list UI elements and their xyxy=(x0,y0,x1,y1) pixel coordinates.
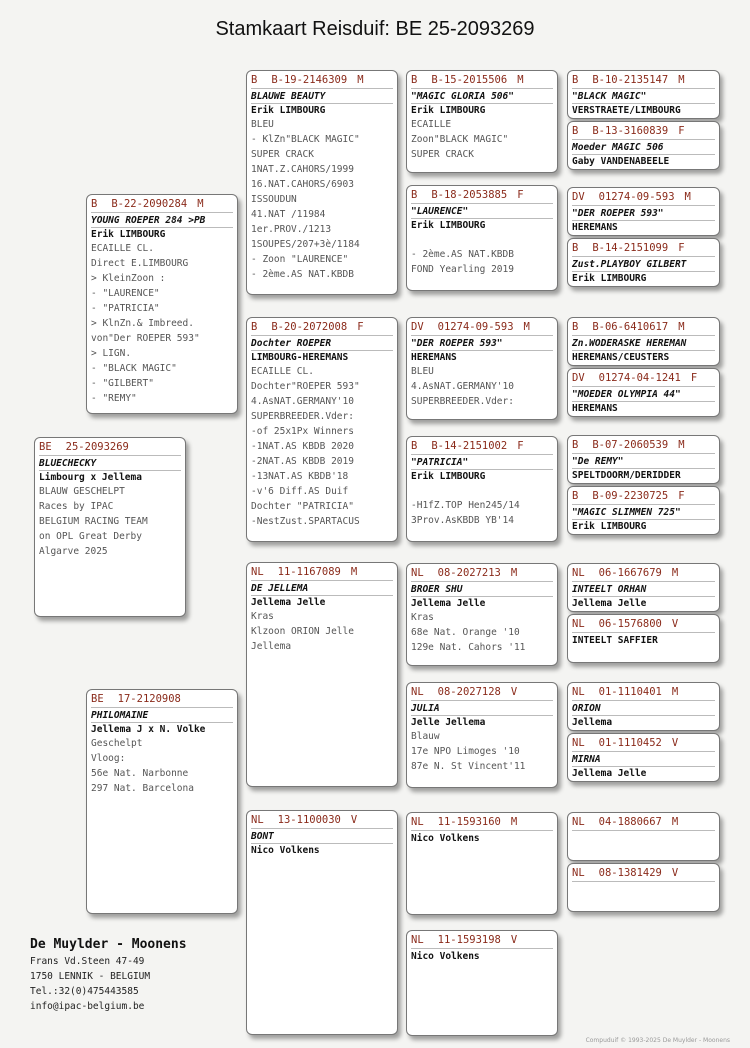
country-code: DV xyxy=(411,321,424,333)
sex-marker: V xyxy=(671,737,679,749)
owner-address-city: 1750 LENNIK - BELGIUM xyxy=(30,971,151,982)
ring-number: 06-1576800 xyxy=(598,618,662,630)
card-header xyxy=(572,73,715,89)
pigeon-card-g13 xyxy=(567,812,720,861)
breeder-name: Erik LIMBOURG xyxy=(91,229,166,240)
pigeon-card-g6 xyxy=(567,368,720,417)
sex-marker: M xyxy=(671,567,679,579)
ring-number: 01-1110401 xyxy=(598,686,662,698)
country-code: NL xyxy=(411,686,424,698)
pigeon-card-g10 xyxy=(567,614,720,663)
pedigree-note: Vloog: xyxy=(91,753,126,764)
pigeon-card-g3 xyxy=(567,187,720,236)
pedigree-note: Dochter "PATRICIA" xyxy=(251,501,354,512)
card-header xyxy=(251,813,393,829)
sex-marker: F xyxy=(678,490,685,502)
ring-number: 13-1100030 xyxy=(277,814,341,826)
ring-number: 04-1880667 xyxy=(598,816,662,828)
sex-marker: V xyxy=(510,934,518,946)
pedigree-note: - "PATRICIA" xyxy=(91,303,160,314)
pigeon-card-ffm xyxy=(406,185,558,291)
breeder-name: Jellema Jelle xyxy=(572,598,647,609)
ring-number: B-19-2146309 xyxy=(271,74,348,86)
pedigree-note: ISSOUDUN xyxy=(251,194,297,205)
pigeon-name: JULIA xyxy=(411,702,553,716)
pedigree-note: von"Der ROEPER 593" xyxy=(91,333,200,344)
pedigree-note: Geschelpt xyxy=(91,738,143,749)
sex-marker: M xyxy=(510,567,518,579)
card-header xyxy=(572,685,715,701)
sex-marker: V xyxy=(671,867,679,879)
country-code: NL xyxy=(251,566,264,578)
ring-number: B-15-2015506 xyxy=(431,74,508,86)
pedigree-note: BLEU xyxy=(411,366,434,377)
ring-number: B-06-6410617 xyxy=(592,321,669,333)
country-code: NL xyxy=(411,816,424,828)
pedigree-note: Algarve 2025 xyxy=(39,546,108,557)
card-header xyxy=(411,815,553,831)
pedigree-note: -13NAT.AS KBDB'18 xyxy=(251,471,349,482)
country-code: B xyxy=(251,321,258,333)
pigeon-card-g2 xyxy=(567,121,720,170)
pedigree-note: - 2ème.AS NAT.KBDB xyxy=(251,269,354,280)
pedigree-note: 1SOUPES/207+3è/1184 xyxy=(251,239,360,250)
card-header xyxy=(411,933,553,949)
country-code: BE xyxy=(91,693,104,705)
pigeon-card-g1 xyxy=(567,70,720,119)
sex-marker: M xyxy=(510,816,518,828)
pedigree-note: 68e Nat. Orange '10 xyxy=(411,627,520,638)
pedigree-note: Jellema xyxy=(251,641,292,652)
breeder-name: Jellema J x N. Volke xyxy=(91,724,206,735)
sex-marker: M xyxy=(684,191,691,203)
sex-marker: M xyxy=(197,198,204,210)
sex-marker: F xyxy=(357,321,364,333)
sex-marker: F xyxy=(690,372,698,384)
country-code: B xyxy=(572,125,579,137)
owner-name: De Muylder - Moonens xyxy=(30,937,187,952)
pedigree-note: 129e Nat. Cahors '11 xyxy=(411,642,526,653)
ring-number: B-14-2151002 xyxy=(431,440,508,452)
pedigree-note: 3Prov.AsKBDB YB'14 xyxy=(411,515,514,526)
card-header xyxy=(251,73,393,89)
breeder-name: Jellema Jelle xyxy=(411,598,486,609)
country-code: NL xyxy=(572,618,585,630)
card-header xyxy=(572,617,715,633)
breeder-name: Jellema xyxy=(572,717,613,728)
pigeon-name: PHILOMAINE xyxy=(91,709,233,723)
country-code: B xyxy=(572,321,579,333)
pedigree-note: BLEU xyxy=(251,119,274,130)
breeder-name: VERSTRAETE/LIMBOURG xyxy=(572,105,681,116)
pedigree-note: Blauw xyxy=(411,731,440,742)
pigeon-name: YOUNG ROEPER 284 >PB xyxy=(91,214,233,228)
pedigree-note: - 2ème.AS NAT.KBDB xyxy=(411,249,514,260)
pedigree-note: - Zoon "LAURENCE" xyxy=(251,254,349,265)
sex-marker: M xyxy=(671,686,679,698)
breeder-name: Erik LIMBOURG xyxy=(411,105,486,116)
pigeon-card-subject xyxy=(34,437,186,617)
pigeon-name: Moeder MAGIC 506 xyxy=(572,141,715,155)
pedigree-note: -v'6 Diff.AS Duif xyxy=(251,486,349,497)
pigeon-name: "LAURENCE" xyxy=(411,205,553,219)
ring-number: 01-1110452 xyxy=(598,737,662,749)
card-header xyxy=(572,489,715,505)
ring-number: 01274-09-593 xyxy=(598,191,675,203)
pigeon-card-mm xyxy=(246,810,398,1035)
pedigree-note: -H1fZ.TOP Hen245/14 xyxy=(411,500,520,511)
pedigree-note: Klzoon ORION Jelle xyxy=(251,626,354,637)
pedigree-note: - "REMY" xyxy=(91,393,137,404)
pigeon-card-g11 xyxy=(567,682,720,731)
card-header xyxy=(411,566,553,582)
card-header xyxy=(572,241,715,257)
pigeon-name: "DER ROEPER 593" xyxy=(572,207,715,221)
country-code: B xyxy=(572,242,579,254)
pigeon-card-g7 xyxy=(567,435,720,484)
sex-marker: M xyxy=(678,74,685,86)
ring-number: B-18-2053885 xyxy=(431,189,508,201)
ring-number: 08-2027213 xyxy=(437,567,501,579)
breeder-name: HEREMANS xyxy=(572,403,618,414)
sex-marker: F xyxy=(517,189,524,201)
pedigree-note xyxy=(411,232,553,247)
pedigree-note: Kras xyxy=(411,612,434,623)
sex-marker: M xyxy=(357,74,364,86)
pigeon-card-mmf xyxy=(406,812,558,915)
pedigree-note: 4.AsNAT.GERMANY'10 xyxy=(411,381,514,392)
pigeon-card-g4 xyxy=(567,238,720,287)
pigeon-name: "De REMY" xyxy=(572,455,715,469)
pigeon-card-g5 xyxy=(567,317,720,366)
breeder-name: Jellema Jelle xyxy=(251,597,326,608)
pigeon-name: Dochter ROEPER xyxy=(251,337,393,351)
card-header xyxy=(572,438,715,454)
pedigree-note: - "GILBERT" xyxy=(91,378,154,389)
country-code: NL xyxy=(572,867,585,879)
breeder-name: Nico Volkens xyxy=(411,833,480,844)
pigeon-name: BLUECHECKY xyxy=(39,457,181,471)
country-code: NL xyxy=(572,737,585,749)
pigeon-name: BROER SHU xyxy=(411,583,553,597)
pedigree-note: 41.NAT /11984 xyxy=(251,209,326,220)
card-header xyxy=(39,440,181,456)
pigeon-card-fmm xyxy=(406,436,558,542)
pedigree-note: Zoon"BLACK MAGIC" xyxy=(411,134,509,145)
ring-number: 08-2027128 xyxy=(437,686,501,698)
pedigree-note: -1NAT.AS KBDB 2020 xyxy=(251,441,354,452)
country-code: DV xyxy=(572,372,585,384)
pigeon-name: "MOEDER OLYMPIA 44" xyxy=(572,388,715,402)
pedigree-note: > KlnZn.& Imbreed. xyxy=(91,318,194,329)
pedigree-note: > KleinZoon : xyxy=(91,273,166,284)
pigeon-card-g8 xyxy=(567,486,720,535)
pedigree-note xyxy=(411,483,553,498)
pigeon-card-g9 xyxy=(567,563,720,612)
country-code: BE xyxy=(39,441,52,453)
pigeon-card-fm xyxy=(246,317,398,542)
pedigree-note: -2NAT.AS KBDB 2019 xyxy=(251,456,354,467)
card-header xyxy=(572,190,715,206)
pigeon-name: INTEELT ORHAN xyxy=(572,583,715,597)
owner-footer xyxy=(30,936,187,1014)
breeder-name: Erik LIMBOURG xyxy=(251,105,326,116)
ring-number: 11-1167089 xyxy=(277,566,341,578)
pigeon-name: "MAGIC GLORIA 506" xyxy=(411,90,553,104)
pigeon-card-mother xyxy=(86,689,238,914)
card-header xyxy=(572,124,715,140)
pedigree-note: Dochter"ROEPER 593" xyxy=(251,381,360,392)
sex-marker: M xyxy=(671,816,679,828)
pedigree-note: 1NAT.Z.CAHORS/1999 xyxy=(251,164,354,175)
breeder-name: Erik LIMBOURG xyxy=(572,521,647,532)
pedigree-note: - KlZn"BLACK MAGIC" xyxy=(251,134,360,145)
ring-number: 06-1667679 xyxy=(598,567,662,579)
pedigree-note: SUPERBREEDER.Vder: xyxy=(251,411,354,422)
owner-email: info@ipac-belgium.be xyxy=(30,1001,145,1012)
pedigree-note: -NestZust.SPARTACUS xyxy=(251,516,360,527)
ring-number: B-22-2090284 xyxy=(111,198,188,210)
pigeon-card-father xyxy=(86,194,238,414)
sex-marker: V xyxy=(671,618,679,630)
ring-number: B-07-2060539 xyxy=(592,439,669,451)
country-code: NL xyxy=(572,567,585,579)
card-header xyxy=(411,685,553,701)
card-header xyxy=(411,320,553,336)
pigeon-name: Zn.WODERASKE HEREMAN xyxy=(572,337,715,351)
pedigree-note: 16.NAT.CAHORS/6903 xyxy=(251,179,354,190)
breeder-name: Erik LIMBOURG xyxy=(572,273,647,284)
pigeon-name: "PATRICIA" xyxy=(411,456,553,470)
breeder-name: Erik LIMBOURG xyxy=(411,471,486,482)
pedigree-note: 1er.PROV./1213 xyxy=(251,224,332,235)
pedigree-note: -of 25x1Px Winners xyxy=(251,426,354,437)
card-header xyxy=(91,197,233,213)
card-header xyxy=(411,188,553,204)
country-code: NL xyxy=(572,816,585,828)
pigeon-name: Zust.PLAYBOY GILBERT xyxy=(572,258,715,272)
country-code: B xyxy=(91,198,98,210)
sex-marker: F xyxy=(517,440,524,452)
pedigree-note: 297 Nat. Barcelona xyxy=(91,783,194,794)
card-header xyxy=(91,692,233,708)
country-code: DV xyxy=(572,191,585,203)
country-code: B xyxy=(411,189,418,201)
breeder-name: LIMBOURG-HEREMANS xyxy=(251,352,349,363)
pedigree-note: 17e NPO Limoges '10 xyxy=(411,746,520,757)
ring-number: B-20-2072008 xyxy=(271,321,348,333)
owner-address-street: Frans Vd.Steen 47-49 xyxy=(30,956,145,967)
sex-marker: M xyxy=(517,74,524,86)
software-imprint: Compuduif © 1993-2025 De Muylder - Moonens xyxy=(585,1037,730,1044)
pedigree-note: Kras xyxy=(251,611,274,622)
pedigree-note: SUPER CRACK xyxy=(411,149,474,160)
pigeon-card-mff xyxy=(406,563,558,666)
sex-marker: V xyxy=(350,814,358,826)
pedigree-note: BLAUW GESCHELPT xyxy=(39,486,125,497)
pigeon-name: BLAUWE BEAUTY xyxy=(251,90,393,104)
ring-number: 25-2093269 xyxy=(65,441,129,453)
pedigree-note: BELGIUM RACING TEAM xyxy=(39,516,148,527)
country-code: NL xyxy=(411,567,424,579)
pigeon-name: BONT xyxy=(251,830,393,844)
owner-phone: Tel.:32(0)475443585 xyxy=(30,986,139,997)
card-header xyxy=(572,736,715,752)
pedigree-note: SUPERBREEDER.Vder: xyxy=(411,396,514,407)
sex-marker: F xyxy=(678,125,685,137)
pedigree-note: FOND Yearling 2019 xyxy=(411,264,514,275)
country-code: NL xyxy=(411,934,424,946)
breeder-name: Nico Volkens xyxy=(411,951,480,962)
pedigree-note: 4.AsNAT.GERMANY'10 xyxy=(251,396,354,407)
pigeon-card-ff xyxy=(246,70,398,295)
pedigree-note: ECAILLE CL. xyxy=(251,366,314,377)
pigeon-name: "DER ROEPER 593" xyxy=(411,337,553,351)
pedigree-note: Direct E.LIMBOURG xyxy=(91,258,189,269)
country-code: B xyxy=(411,440,418,452)
pedigree-note: 56e Nat. Narbonne xyxy=(91,768,189,779)
breeder-name: Gaby VANDENABEELE xyxy=(572,156,670,167)
country-code: NL xyxy=(572,686,585,698)
country-code: B xyxy=(572,74,579,86)
card-header xyxy=(572,566,715,582)
pigeon-name: "BLACK MAGIC" xyxy=(572,90,715,104)
pedigree-note: > LIGN. xyxy=(91,348,132,359)
ring-number: 11-1593198 xyxy=(437,934,501,946)
card-header xyxy=(251,320,393,336)
breeder-name: Limbourg x Jellema xyxy=(39,472,142,483)
sex-marker: M xyxy=(350,566,358,578)
breeder-name: Jelle Jellema xyxy=(411,717,486,728)
breeder-name: HEREMANS xyxy=(411,352,457,363)
pigeon-card-fmf xyxy=(406,317,558,420)
sex-marker: F xyxy=(678,242,685,254)
ring-number: B-09-2230725 xyxy=(592,490,669,502)
card-header xyxy=(411,73,553,89)
sex-marker: M xyxy=(523,321,530,333)
pigeon-card-g12 xyxy=(567,733,720,782)
country-code: NL xyxy=(251,814,264,826)
breeder-name: HEREMANS xyxy=(572,222,618,233)
ring-number: 01274-09-593 xyxy=(437,321,514,333)
pigeon-name: "MAGIC SLIMMEN 725" xyxy=(572,506,715,520)
pedigree-note: ECAILLE xyxy=(411,119,452,130)
breeder-name: SPELTDOORM/DERIDDER xyxy=(572,470,681,481)
breeder-name: HEREMANS/CEUSTERS xyxy=(572,352,670,363)
card-header xyxy=(572,371,715,387)
sex-marker: M xyxy=(678,321,685,333)
ring-number: 01274-04-1241 xyxy=(598,372,681,384)
ring-number: 08-1381429 xyxy=(598,867,662,879)
pedigree-note: - "BLACK MAGIC" xyxy=(91,363,177,374)
pedigree-note: on OPL Great Derby xyxy=(39,531,142,542)
pigeon-card-g14 xyxy=(567,863,720,912)
page-title: Stamkaart Reisduif: BE 25-2093269 xyxy=(215,18,535,40)
pigeon-card-mf xyxy=(246,562,398,787)
card-header xyxy=(572,320,715,336)
pigeon-name: ORION xyxy=(572,702,715,716)
pigeon-card-mmm xyxy=(406,930,558,1036)
sex-marker: V xyxy=(510,686,518,698)
pedigree-note: SUPER CRACK xyxy=(251,149,314,160)
card-header xyxy=(572,866,715,882)
ring-number: B-13-3160839 xyxy=(592,125,669,137)
pedigree-note: ECAILLE CL. xyxy=(91,243,154,254)
breeder-name: Nico Volkens xyxy=(251,845,320,856)
pedigree-note: - "LAURENCE" xyxy=(91,288,160,299)
breeder-name: INTEELT SAFFIER xyxy=(572,635,658,646)
pigeon-name: MIRNA xyxy=(572,753,715,767)
breeder-name: Jellema Jelle xyxy=(572,768,647,779)
card-header xyxy=(411,439,553,455)
country-code: B xyxy=(572,439,579,451)
pigeon-card-fff xyxy=(406,70,558,173)
ring-number: B-14-2151099 xyxy=(592,242,669,254)
pedigree-note: 87e N. St Vincent'11 xyxy=(411,761,526,772)
pedigree-note: Races by IPAC xyxy=(39,501,114,512)
card-header xyxy=(572,815,715,831)
pigeon-name: DE JELLEMA xyxy=(251,582,393,596)
ring-number: 11-1593160 xyxy=(437,816,501,828)
country-code: B xyxy=(251,74,258,86)
card-header xyxy=(251,565,393,581)
ring-number: B-10-2135147 xyxy=(592,74,669,86)
pigeon-card-mfm xyxy=(406,682,558,788)
ring-number: 17-2120908 xyxy=(117,693,181,705)
country-code: B xyxy=(572,490,579,502)
sex-marker: M xyxy=(678,439,685,451)
country-code: B xyxy=(411,74,418,86)
breeder-name: Erik LIMBOURG xyxy=(411,220,486,231)
